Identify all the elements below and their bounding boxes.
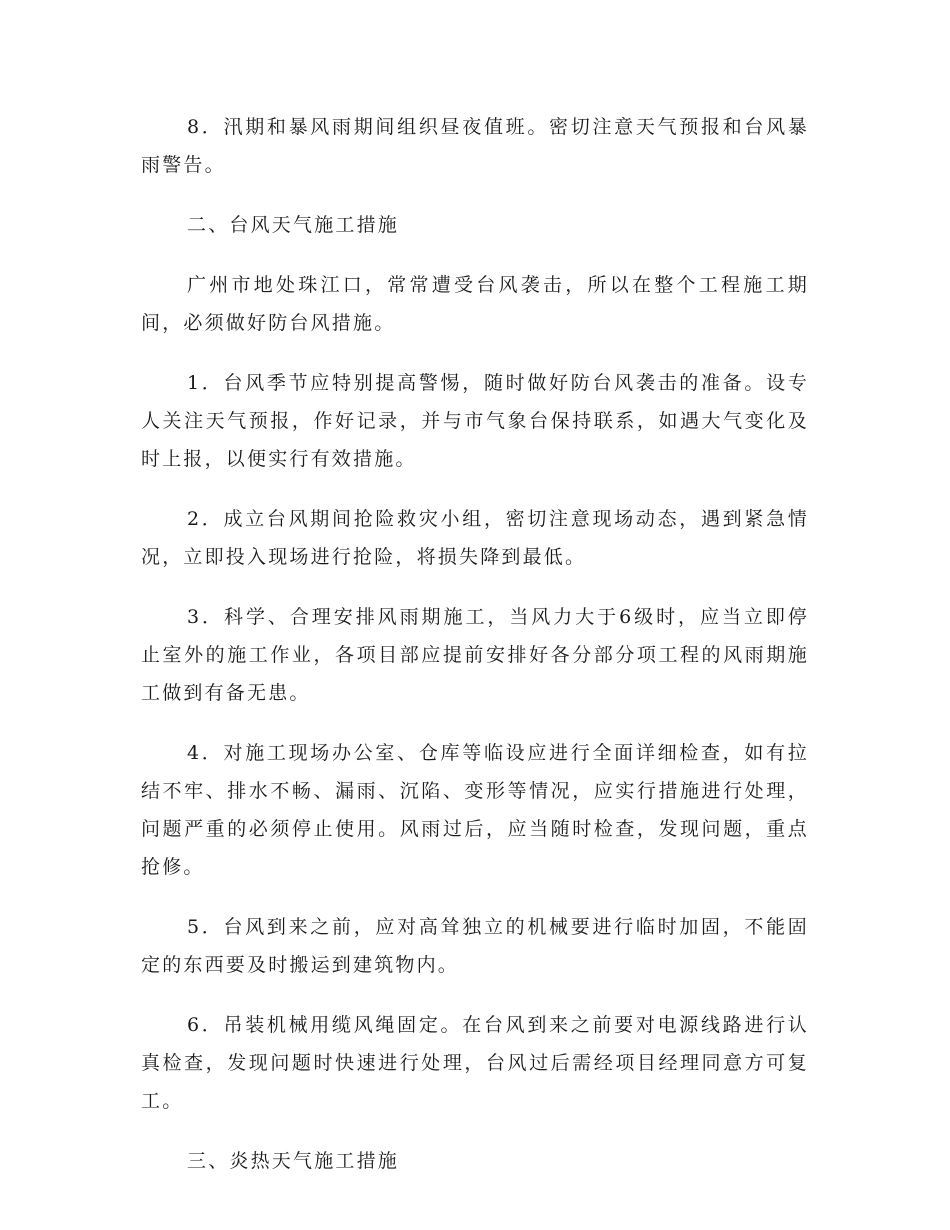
paragraph-item-8: 8．汛期和暴风雨期间组织昼夜值班。密切注意天气预报和台风暴雨警告。 [141, 116, 809, 176]
section-heading-hot-weather: 三、炎热天气施工措施 [187, 1150, 400, 1172]
paragraph-typhoon-intro: 广州市地处珠江口，常常遭受台风袭击，所以在整个工程施工期间，必须做好防台风措施。 [141, 274, 809, 334]
paragraph-item-2: 2．成立台风期间抢险救灾小组，密切注意现场动态，遇到紧急情况，立即投入现场进行抢险，将损失降到最低。 [141, 508, 809, 568]
paragraph-item-5: 5．台风到来之前，应对高耸独立的机械要进行临时加固，不能固定的东西要及时搬运到建筑物内。 [141, 916, 809, 976]
paragraph-item-3: 3．科学、合理安排风雨期施工，当风力大于6级时，应当立即停止室外的施工作业，各项目部应提前安排好各分部分项工程的风雨期施工做到有备无患。 [141, 606, 809, 704]
paragraph-item-6: 6．吊装机械用缆风绳固定。在台风到来之前要对电源线路进行认真检查，发现问题时快速进行处理，台风过后需经项目经理同意方可复工。 [141, 1014, 809, 1112]
paragraph-item-4: 4．对施工现场办公室、仓库等临设应进行全面详细检查，如有拉结不牢、排水不畅、漏雨、沉陷、变形等情况，应实行措施进行处理，问题严重的必须停止使用。风雨过后，应当随时检查，发现问题，重点抢修。 [141, 742, 809, 878]
document-body [141, 108, 809, 1202]
section-heading-typhoon: 二、台风天气施工措施 [187, 214, 400, 236]
paragraph-item-1: 1．台风季节应特别提高警惕，随时做好防台风袭击的准备。设专人关注天气预报，作好记录，并与市气象台保持联系，如遇大气变化及时上报，以便实行有效措施。 [141, 372, 809, 470]
